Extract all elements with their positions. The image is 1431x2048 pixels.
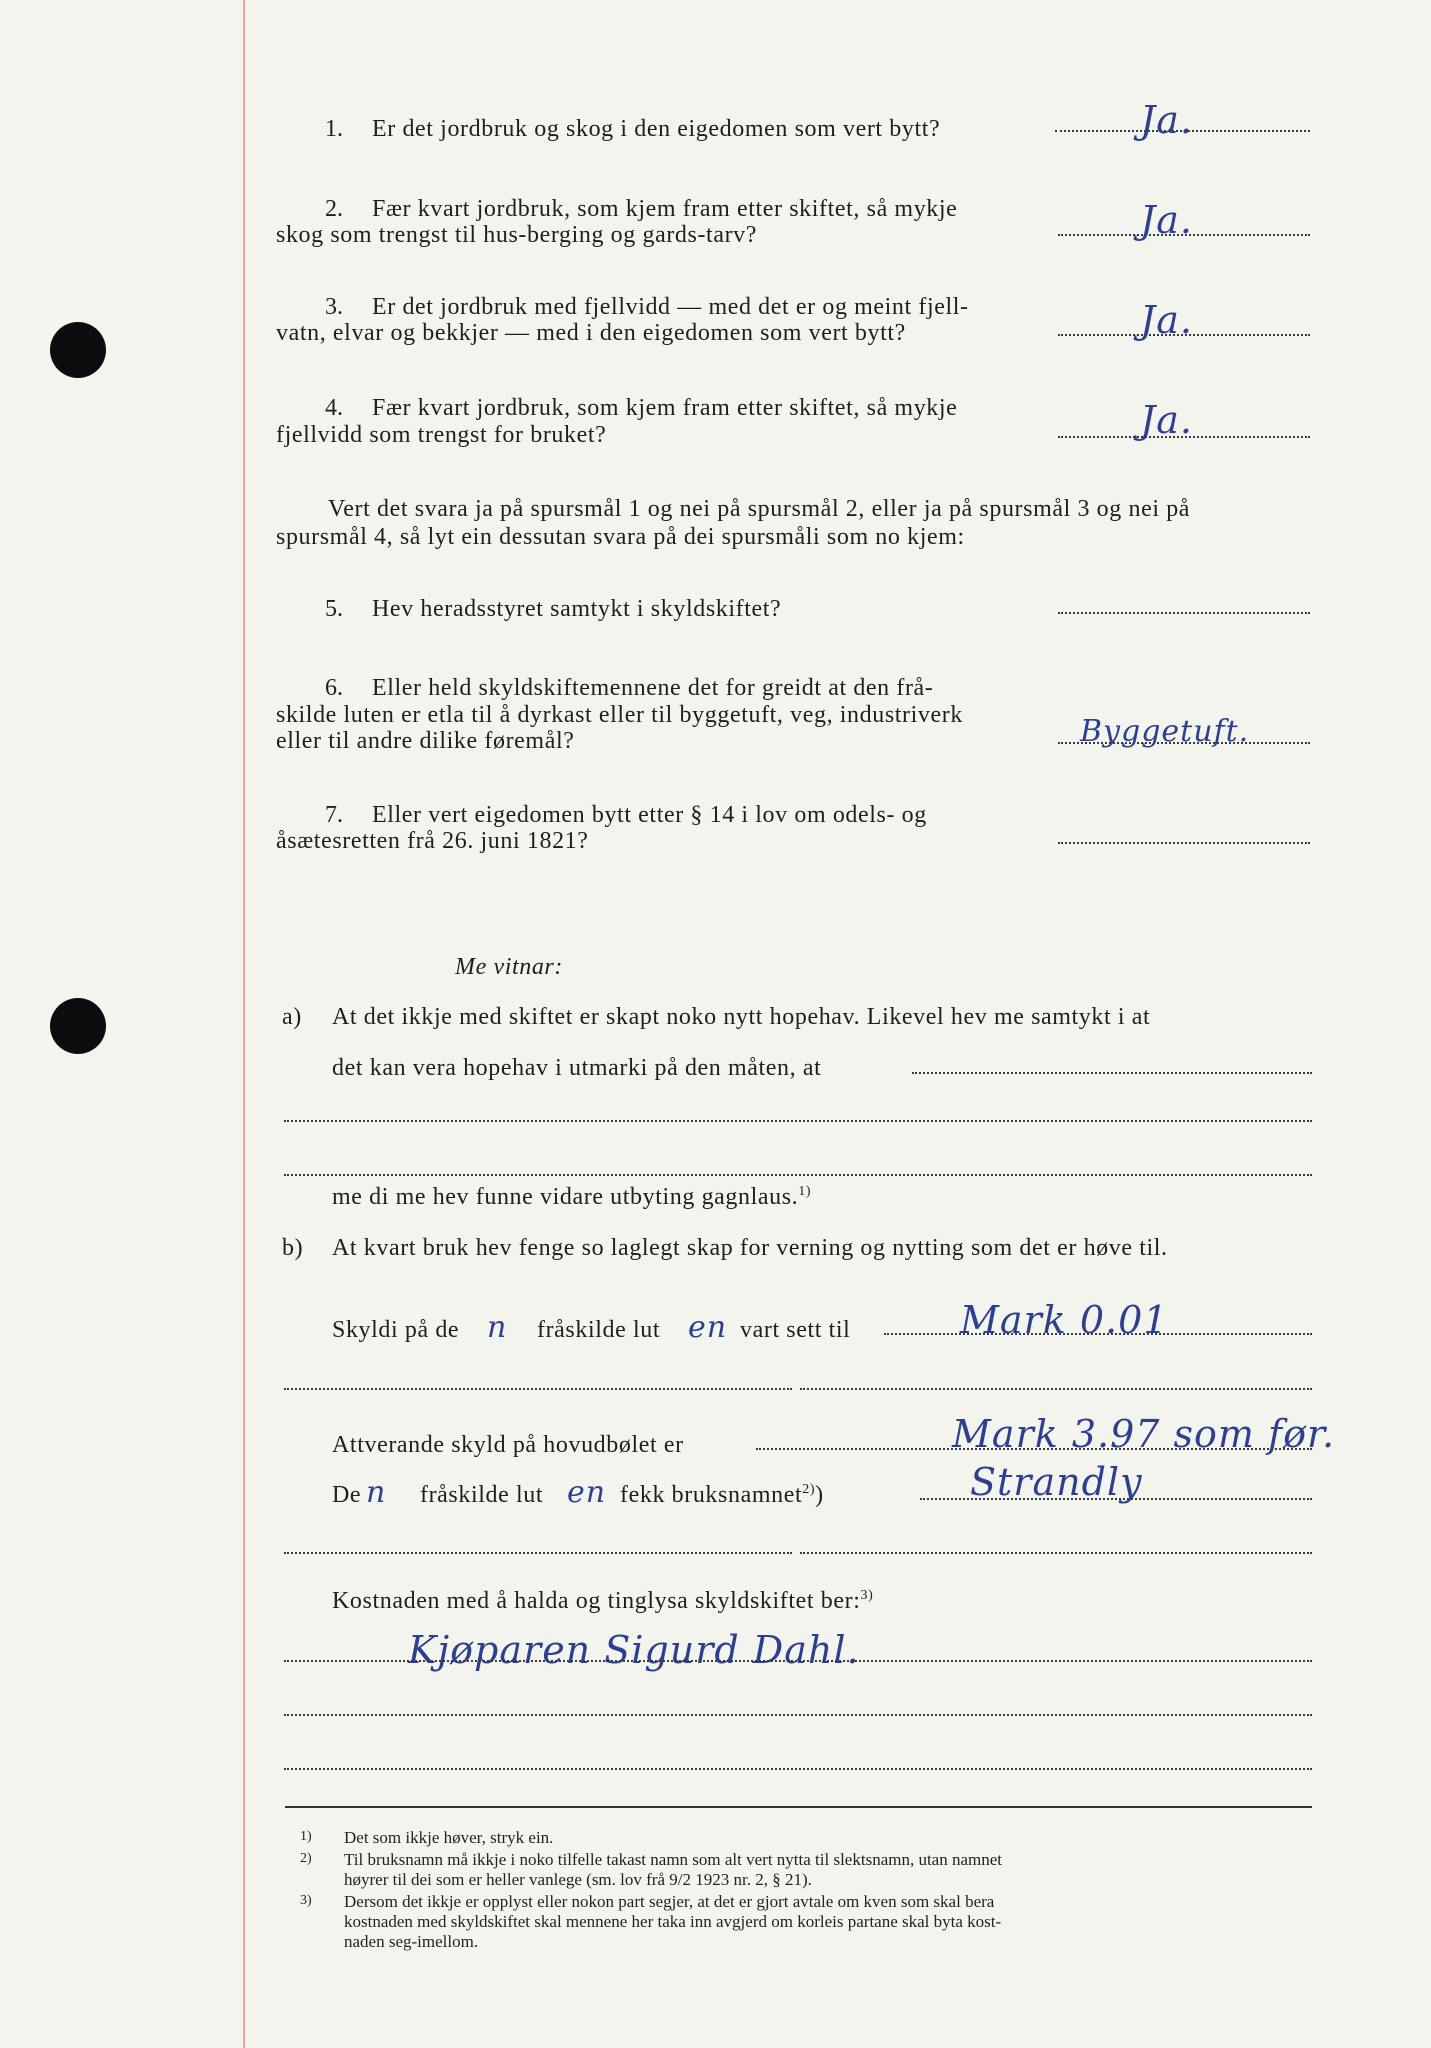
- bruksnamn-label-a: De: [332, 1482, 362, 1508]
- question-6-line-2: skilde luten er etla til å dyrkast eller til byggetuft, veg, industriverk: [276, 702, 963, 728]
- punch-hole-bottom: [50, 998, 106, 1054]
- bruksnamn-label-c: fekk bruksnamnet$^{2)}$): [620, 1482, 824, 1508]
- vitnar-a-line-3: me di me hev funne vidare utbyting gagnlaus.$^{1)}$: [332, 1184, 812, 1210]
- question-5-text: Hev heradsstyret samtykt i skyldskiftet?: [372, 596, 782, 622]
- intro-line-2: spursmål 4, så lyt ein dessutan svara på dei spursmåli som no kjem:: [276, 524, 965, 550]
- bruksnamn-extra-line-left: [284, 1552, 792, 1554]
- question-7-number: 7.: [325, 802, 343, 828]
- question-6-number: 6.: [325, 675, 343, 701]
- skyld-extra-line-right: [800, 1388, 1312, 1390]
- answer-line-5: [1058, 612, 1310, 614]
- footnote-2-mark: 2): [300, 1851, 312, 1866]
- kostnad-value: Kjøparen Sigurd Dahl.: [408, 1628, 860, 1672]
- bruksnamn-label-b: fråskilde lut: [420, 1482, 544, 1508]
- intro-line-1: Vert det svara ja på spursmål 1 og nei på spursmål 2, eller ja på spursmål 3 og nei på: [328, 496, 1191, 522]
- vitnar-b-label: b): [282, 1235, 304, 1261]
- skyld-label-c: vart sett til: [740, 1317, 851, 1343]
- skyld-label-a: Skyldi på de: [332, 1317, 460, 1343]
- question-6-line-3: eller til andre dilike føremål?: [276, 728, 575, 754]
- question-1-number: 1.: [325, 116, 343, 142]
- question-1-text: Er det jordbruk og skog i den eigedomen som vert bytt?: [372, 116, 941, 142]
- question-4-number: 4.: [325, 395, 343, 421]
- question-5-number: 5.: [325, 596, 343, 622]
- question-2-line-2: skog som trengst til hus-berging og gards-tarv?: [276, 222, 758, 248]
- kostnad-line-3: [284, 1768, 1312, 1770]
- vitnar-fill-line-1: [912, 1072, 1312, 1074]
- footnote-1-mark: 1): [300, 1829, 312, 1844]
- footnote-3-line-2: kostnaden med skyldskiftet skal mennene her taka inn avgjerd om korleis partane skal byta kost-: [344, 1912, 1002, 1931]
- question-2-line-1: Fær kvart jordbruk, som kjem fram etter skiftet, så mykje: [372, 196, 958, 222]
- vitnar-fill-line-3: [284, 1174, 1312, 1176]
- margin-line: [243, 0, 245, 2048]
- bruksnamn-hand-de: n: [366, 1475, 387, 1510]
- footnote-2-line-2: høyrer til dei som er heller vanlege (sm. lov frå 9/2 1923 nr. 2, § 21).: [344, 1870, 812, 1889]
- question-4-line-2: fjellvidd som trengst for bruket?: [276, 422, 607, 448]
- question-6-line-1: Eller held skyldskiftemennene det for greidt at den frå-: [372, 675, 934, 701]
- kostnad-label: Kostnaden med å halda og tinglysa skyldskiftet ber:$^{3)}$: [332, 1588, 874, 1614]
- vitnar-fill-line-2: [284, 1120, 1312, 1122]
- skyld-label-b: fråskilde lut: [537, 1317, 661, 1343]
- question-4-line-1: Fær kvart jordbruk, som kjem fram etter skiftet, så mykje: [372, 395, 958, 421]
- bruksnamn-extra-line-right: [800, 1552, 1312, 1554]
- question-3-line-2: vatn, elvar og bekkjer — med i den eigedomen som vert bytt?: [276, 320, 906, 346]
- punch-hole-top: [50, 322, 106, 378]
- question-2-number: 2.: [325, 196, 343, 222]
- footnote-1-text: Det som ikkje høver, stryk ein.: [344, 1828, 554, 1847]
- vitnar-a-line-2: det kan vera hopehav i utmarki på den måten, at: [332, 1055, 822, 1081]
- attverande-label: Attverande skyld på hovudbølet er: [332, 1432, 684, 1458]
- footnote-3-line-3: naden seg-imellom.: [344, 1932, 479, 1951]
- question-3-number: 3.: [325, 294, 343, 320]
- answer-6: Byggetuft.: [1080, 714, 1250, 749]
- footnote-3-line-1: Dersom det ikkje er opplyst eller nokon part segjer, at det er gjort avtale om kven som skal bera: [344, 1892, 995, 1911]
- kostnad-line-2: [284, 1714, 1312, 1716]
- skyld-hand-lut: en: [688, 1310, 728, 1345]
- footnote-3-mark: 3): [300, 1893, 312, 1908]
- vitnar-b-line: At kvart bruk hev fenge so laglegt skap for verning og nytting som det er høve til.: [332, 1235, 1168, 1261]
- skyld-extra-line-left: [284, 1388, 792, 1390]
- kostnad-line-1: [284, 1660, 1312, 1662]
- question-3-line-1: Er det jordbruk med fjellvidd — med det er og meint fjell-: [372, 294, 969, 320]
- bruksnamn-value: Strandly: [970, 1460, 1143, 1504]
- bruksnamn-hand-lut: en: [567, 1475, 607, 1510]
- vitnar-a-line-1: At det ikkje med skiftet er skapt noko nytt hopehav. Likevel hev me samtykt i at: [332, 1004, 1151, 1030]
- answer-1: Ja.: [1140, 98, 1193, 142]
- vitnar-heading: Me vitnar:: [455, 954, 563, 980]
- answer-line-7: [1058, 842, 1310, 844]
- attverande-value: Mark 3.97 som før.: [952, 1412, 1336, 1456]
- vitnar-a-label: a): [282, 1004, 302, 1030]
- question-7-line-1: Eller vert eigedomen bytt etter § 14 i lov om odels- og: [372, 802, 927, 828]
- answer-4: Ja.: [1140, 398, 1193, 442]
- footnote-rule: [285, 1806, 1312, 1808]
- question-7-line-2: åsætesretten frå 26. juni 1821?: [276, 828, 589, 854]
- answer-3: Ja.: [1140, 298, 1193, 342]
- skyld-hand-de: n: [487, 1310, 508, 1345]
- skyld-value: Mark 0.01: [960, 1298, 1169, 1342]
- footnote-2-line-1: Til bruksnamn må ikkje i noko tilfelle takast namn som alt vert nytta til slektsnamn, utan namnet: [344, 1850, 1003, 1869]
- answer-2: Ja.: [1140, 198, 1193, 242]
